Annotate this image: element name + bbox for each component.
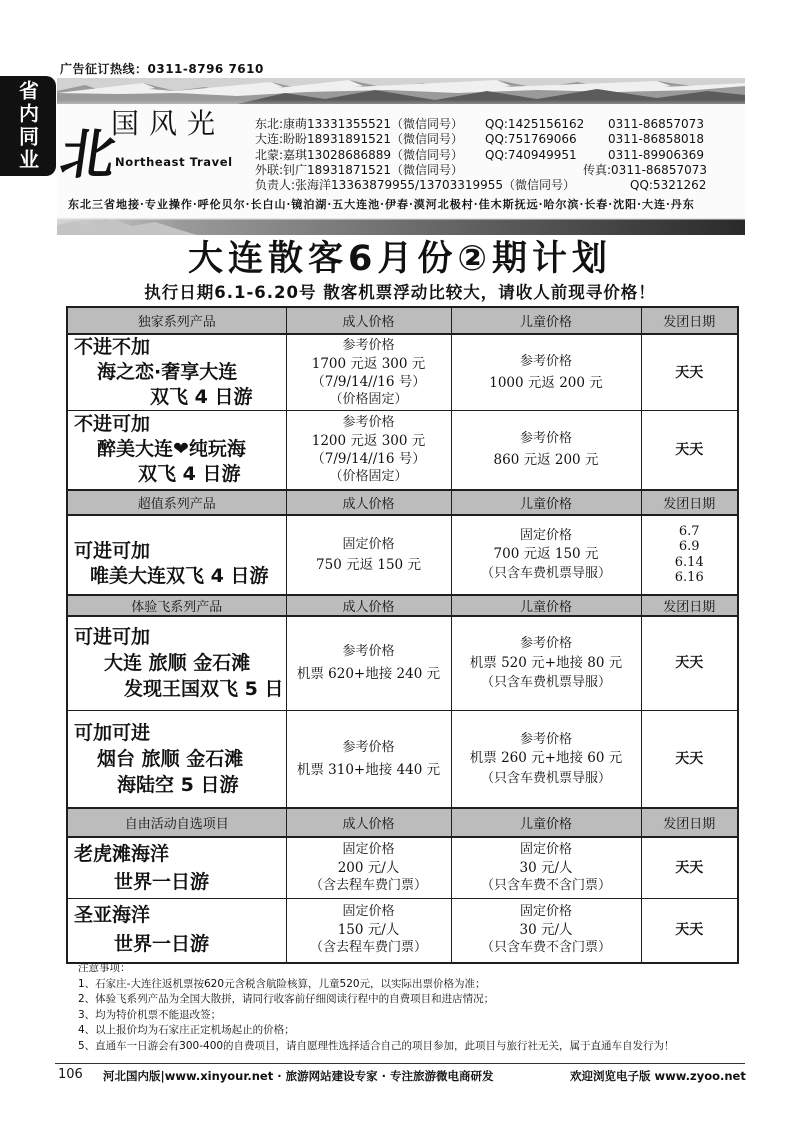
page-number: 106	[58, 1067, 83, 1082]
price-value: 30 元/人	[519, 922, 573, 939]
notes-block	[78, 961, 675, 1055]
departure-date: 天天	[675, 441, 704, 458]
price-note: （只含车费机票导服）	[480, 770, 611, 786]
price-note: （只含车费机票导服）	[480, 675, 611, 690]
section-header-row	[67, 808, 738, 837]
footer-divider	[55, 1063, 745, 1064]
departure-date: 6.7	[678, 523, 700, 539]
price-note: （含去程车费门票）	[309, 940, 427, 956]
price-value: 860 元返 200 元	[493, 452, 599, 469]
product-cell	[67, 334, 286, 411]
contact-qq: QQ:1425156162	[485, 117, 585, 131]
departure-date: 6.16	[674, 570, 704, 585]
contact-person: 大连:盼盼18931891521（微信同号）	[255, 132, 464, 146]
contact-fax: 传真:0311-86857073	[583, 163, 707, 177]
price-value: 750 元返 150 元	[316, 556, 421, 573]
price-label: 固定价格	[519, 841, 572, 857]
price-value: 700 元返 150 元	[493, 546, 599, 562]
adult-price-cell	[286, 837, 451, 899]
product-line: 唯美大连双飞 4 日游	[90, 564, 269, 587]
departure-date: 天天	[675, 364, 704, 381]
product-cell	[67, 711, 286, 808]
price-value: 150 元/人	[337, 922, 400, 939]
price-label: 参考价格	[342, 644, 395, 660]
child-price-header: 儿童价格	[451, 595, 641, 616]
child-price-cell	[451, 899, 641, 963]
child-price-cell	[451, 334, 641, 411]
departure-date: 天天	[675, 859, 704, 876]
ad-hotline: 广告征订热线：0311-8796 7610	[60, 62, 264, 76]
product-line: 海之恋·奢享大连	[97, 361, 238, 383]
price-value: 机票 520 元+地接 80 元	[469, 654, 623, 671]
price-label: 参考价格	[519, 636, 572, 651]
adult-price-cell	[286, 616, 451, 711]
child-price-header: 儿童价格	[451, 307, 641, 334]
table-row	[67, 411, 738, 490]
product-line: 可加可进	[74, 721, 151, 744]
price-label: 参考价格	[519, 731, 572, 747]
section-title: 自由活动自选项目	[67, 808, 286, 837]
price-label: 参考价格	[519, 431, 572, 447]
section-header-row	[67, 490, 738, 515]
product-line: 发现王国双飞 5 日	[124, 678, 284, 701]
page-subtitle: 执行日期6.1-6.20号 散客机票浮动比较大，请收人前现寻价格！	[144, 283, 656, 302]
product-cell	[67, 837, 286, 899]
child-price-header: 儿童价格	[451, 490, 641, 515]
product-line: 醉美大连❤纯玩海	[97, 438, 246, 461]
contact-qq: QQ:751769066	[485, 132, 577, 146]
adult-price-cell	[286, 411, 451, 490]
price-label: 固定价格	[342, 536, 395, 552]
child-price-header: 儿童价格	[451, 808, 641, 837]
price-value: 1700 元返 300 元	[311, 355, 426, 372]
product-line: 老虎滩海洋	[74, 842, 170, 865]
product-cell	[67, 411, 286, 490]
price-value: 30 元/人	[519, 859, 573, 876]
contact-person: 东北:康萌13331355521（微信同号）	[255, 117, 464, 131]
departure-date-cell	[641, 711, 738, 808]
price-value: 200 元/人	[337, 859, 400, 876]
contact-phone: 0311-86858018	[608, 132, 704, 146]
departure-date-cell	[641, 837, 738, 899]
adult-price-cell	[286, 515, 451, 595]
adult-price-cell	[286, 711, 451, 808]
price-value: 1200 元返 300 元	[311, 432, 426, 449]
note-item: 4、以上报价均为石家庄正定机场起止的价格；	[78, 1024, 295, 1037]
child-price-cell	[451, 711, 641, 808]
table-row	[67, 515, 738, 595]
contact-person: 北蒙:嘉琪13028686889（微信同号）	[255, 148, 464, 162]
logo-english-name: Northeast Travel	[115, 155, 233, 169]
departure-date-header: 发团日期	[641, 808, 738, 837]
contact-qq: QQ:740949951	[485, 148, 577, 162]
tour-plan-table	[66, 306, 739, 964]
contact-qq: QQ:5321262	[630, 178, 707, 192]
departure-date: 天天	[675, 922, 704, 939]
adult-price-header: 成人价格	[286, 808, 451, 837]
price-note: （只含车费不含门票）	[480, 877, 611, 893]
price-value: 1000 元返 200 元	[489, 375, 603, 391]
product-line: 世界一日游	[114, 933, 210, 956]
section-title: 体验飞系列产品	[67, 595, 286, 616]
note-item: 1、石家庄-大连往返机票按620元含税含航险核算，儿童520元，以实际出票价格为准；	[78, 977, 486, 990]
note-item: 3、均为特价机票不能退改签；	[78, 1008, 222, 1021]
child-price-cell	[451, 616, 641, 711]
departure-date: 6.9	[678, 539, 700, 554]
price-value: 机票 310+地接 440 元	[296, 761, 441, 778]
product-cell	[67, 616, 286, 711]
header-banner	[57, 78, 745, 235]
product-line: 可进可加	[74, 626, 151, 649]
footer-website: 欢迎浏览电子版 www.zyoo.net	[570, 1069, 746, 1083]
adult-price-header: 成人价格	[286, 490, 451, 515]
price-note: （只含车费不含门票）	[480, 940, 611, 956]
price-note: （7/9/14//16 号）	[311, 373, 426, 390]
adult-price-cell	[286, 899, 451, 963]
section-header-row	[67, 307, 738, 334]
product-line: 双飞 4 日游	[138, 463, 241, 486]
departure-date-header: 发团日期	[641, 595, 738, 616]
departure-date-cell	[641, 515, 738, 595]
product-line: 不进可加	[74, 413, 151, 436]
price-note: （含去程车费门票）	[309, 877, 427, 893]
departure-date-cell	[641, 411, 738, 490]
page-title: 大连散客6月份②期计划	[188, 239, 612, 279]
child-price-cell	[451, 837, 641, 899]
departure-date-cell	[641, 899, 738, 963]
adult-price-header: 成人价格	[286, 307, 451, 334]
child-price-cell	[451, 515, 641, 595]
contact-phone: 0311-86857073	[608, 117, 704, 131]
logo-name: 国风光	[111, 107, 226, 140]
table-row	[67, 711, 738, 808]
departure-date-cell	[641, 334, 738, 411]
product-line: 圣亚海洋	[74, 904, 151, 927]
product-cell	[67, 899, 286, 963]
logo-glyph: 北	[57, 122, 120, 186]
side-tab-label: 省内同业	[15, 80, 40, 172]
price-note: （只含车费机票导服）	[480, 566, 611, 581]
product-cell	[67, 515, 286, 595]
adult-price-cell	[286, 334, 451, 411]
section-title: 独家系列产品	[67, 307, 286, 334]
price-note: （价格固定）	[329, 391, 408, 407]
price-label: 固定价格	[519, 904, 572, 920]
product-line: 可进可加	[74, 539, 151, 562]
table-row	[67, 616, 738, 711]
price-label: 参考价格	[342, 414, 395, 430]
footer-publication-info: 河北国内版|www.xinyour.net · 旅游网站建设专家 · 专注旅游微电商研发	[103, 1069, 494, 1083]
departure-date-header: 发团日期	[641, 307, 738, 334]
price-value: 机票 620+地接 240 元	[296, 666, 441, 683]
price-label: 固定价格	[342, 904, 395, 920]
price-label: 参考价格	[342, 337, 395, 353]
table-row	[67, 837, 738, 899]
table-row	[67, 334, 738, 411]
product-line: 大连 旅顺 金石滩	[104, 652, 251, 675]
section-side-tab	[0, 76, 56, 176]
contact-phone: 0311-89906369	[608, 148, 704, 162]
product-line: 海陆空 5 日游	[117, 773, 239, 796]
product-line: 不进不加	[74, 336, 151, 358]
departure-date: 天天	[675, 655, 704, 672]
price-label: 固定价格	[519, 528, 572, 543]
note-item: 2、体验飞系列产品为全国大散拼，请同行收客前仔细阅读行程中的自费项目和进店情况；	[78, 993, 495, 1006]
price-value: 机票 260 元+地接 60 元	[469, 750, 623, 766]
contact-person: 负责人:张海洋13363879955/13703319955（微信同号）	[255, 178, 576, 192]
section-title: 超值系列产品	[67, 490, 286, 515]
contact-person: 外联:钊广18931871521（微信同号）	[255, 163, 464, 177]
price-label: 参考价格	[519, 354, 572, 369]
child-price-cell	[451, 411, 641, 490]
price-label: 固定价格	[342, 841, 395, 857]
departure-date: 6.14	[674, 554, 704, 570]
adult-price-header: 成人价格	[286, 595, 451, 616]
departure-date-cell	[641, 616, 738, 711]
note-item: 5、直通车一日游会有300-400的自费项目，请自愿理性选择适合自己的项目参加，此项目与旅行社无关，属于直通车自发行为！	[78, 1039, 675, 1052]
table-row	[67, 899, 738, 963]
notes-heading: 注意事项：	[78, 962, 131, 974]
price-label: 参考价格	[342, 739, 395, 755]
price-note: （7/9/14//16 号）	[311, 450, 426, 467]
departure-date: 天天	[675, 750, 704, 767]
product-line: 世界一日游	[114, 870, 210, 893]
destination-list: 东北三省地接·专业操作·呼伦贝尔·长白山·镜泊湖·五大连池·伊春·漠河北极村·佳木斯抚远·哈尔滨·长春·沈阳·大连·丹东	[68, 198, 695, 211]
product-line: 双飞 4 日游	[150, 386, 253, 408]
section-header-row	[67, 595, 738, 616]
product-line: 烟台 旅顺 金石滩	[97, 747, 244, 770]
departure-date-header: 发团日期	[641, 490, 738, 515]
price-note: （价格固定）	[329, 468, 408, 484]
